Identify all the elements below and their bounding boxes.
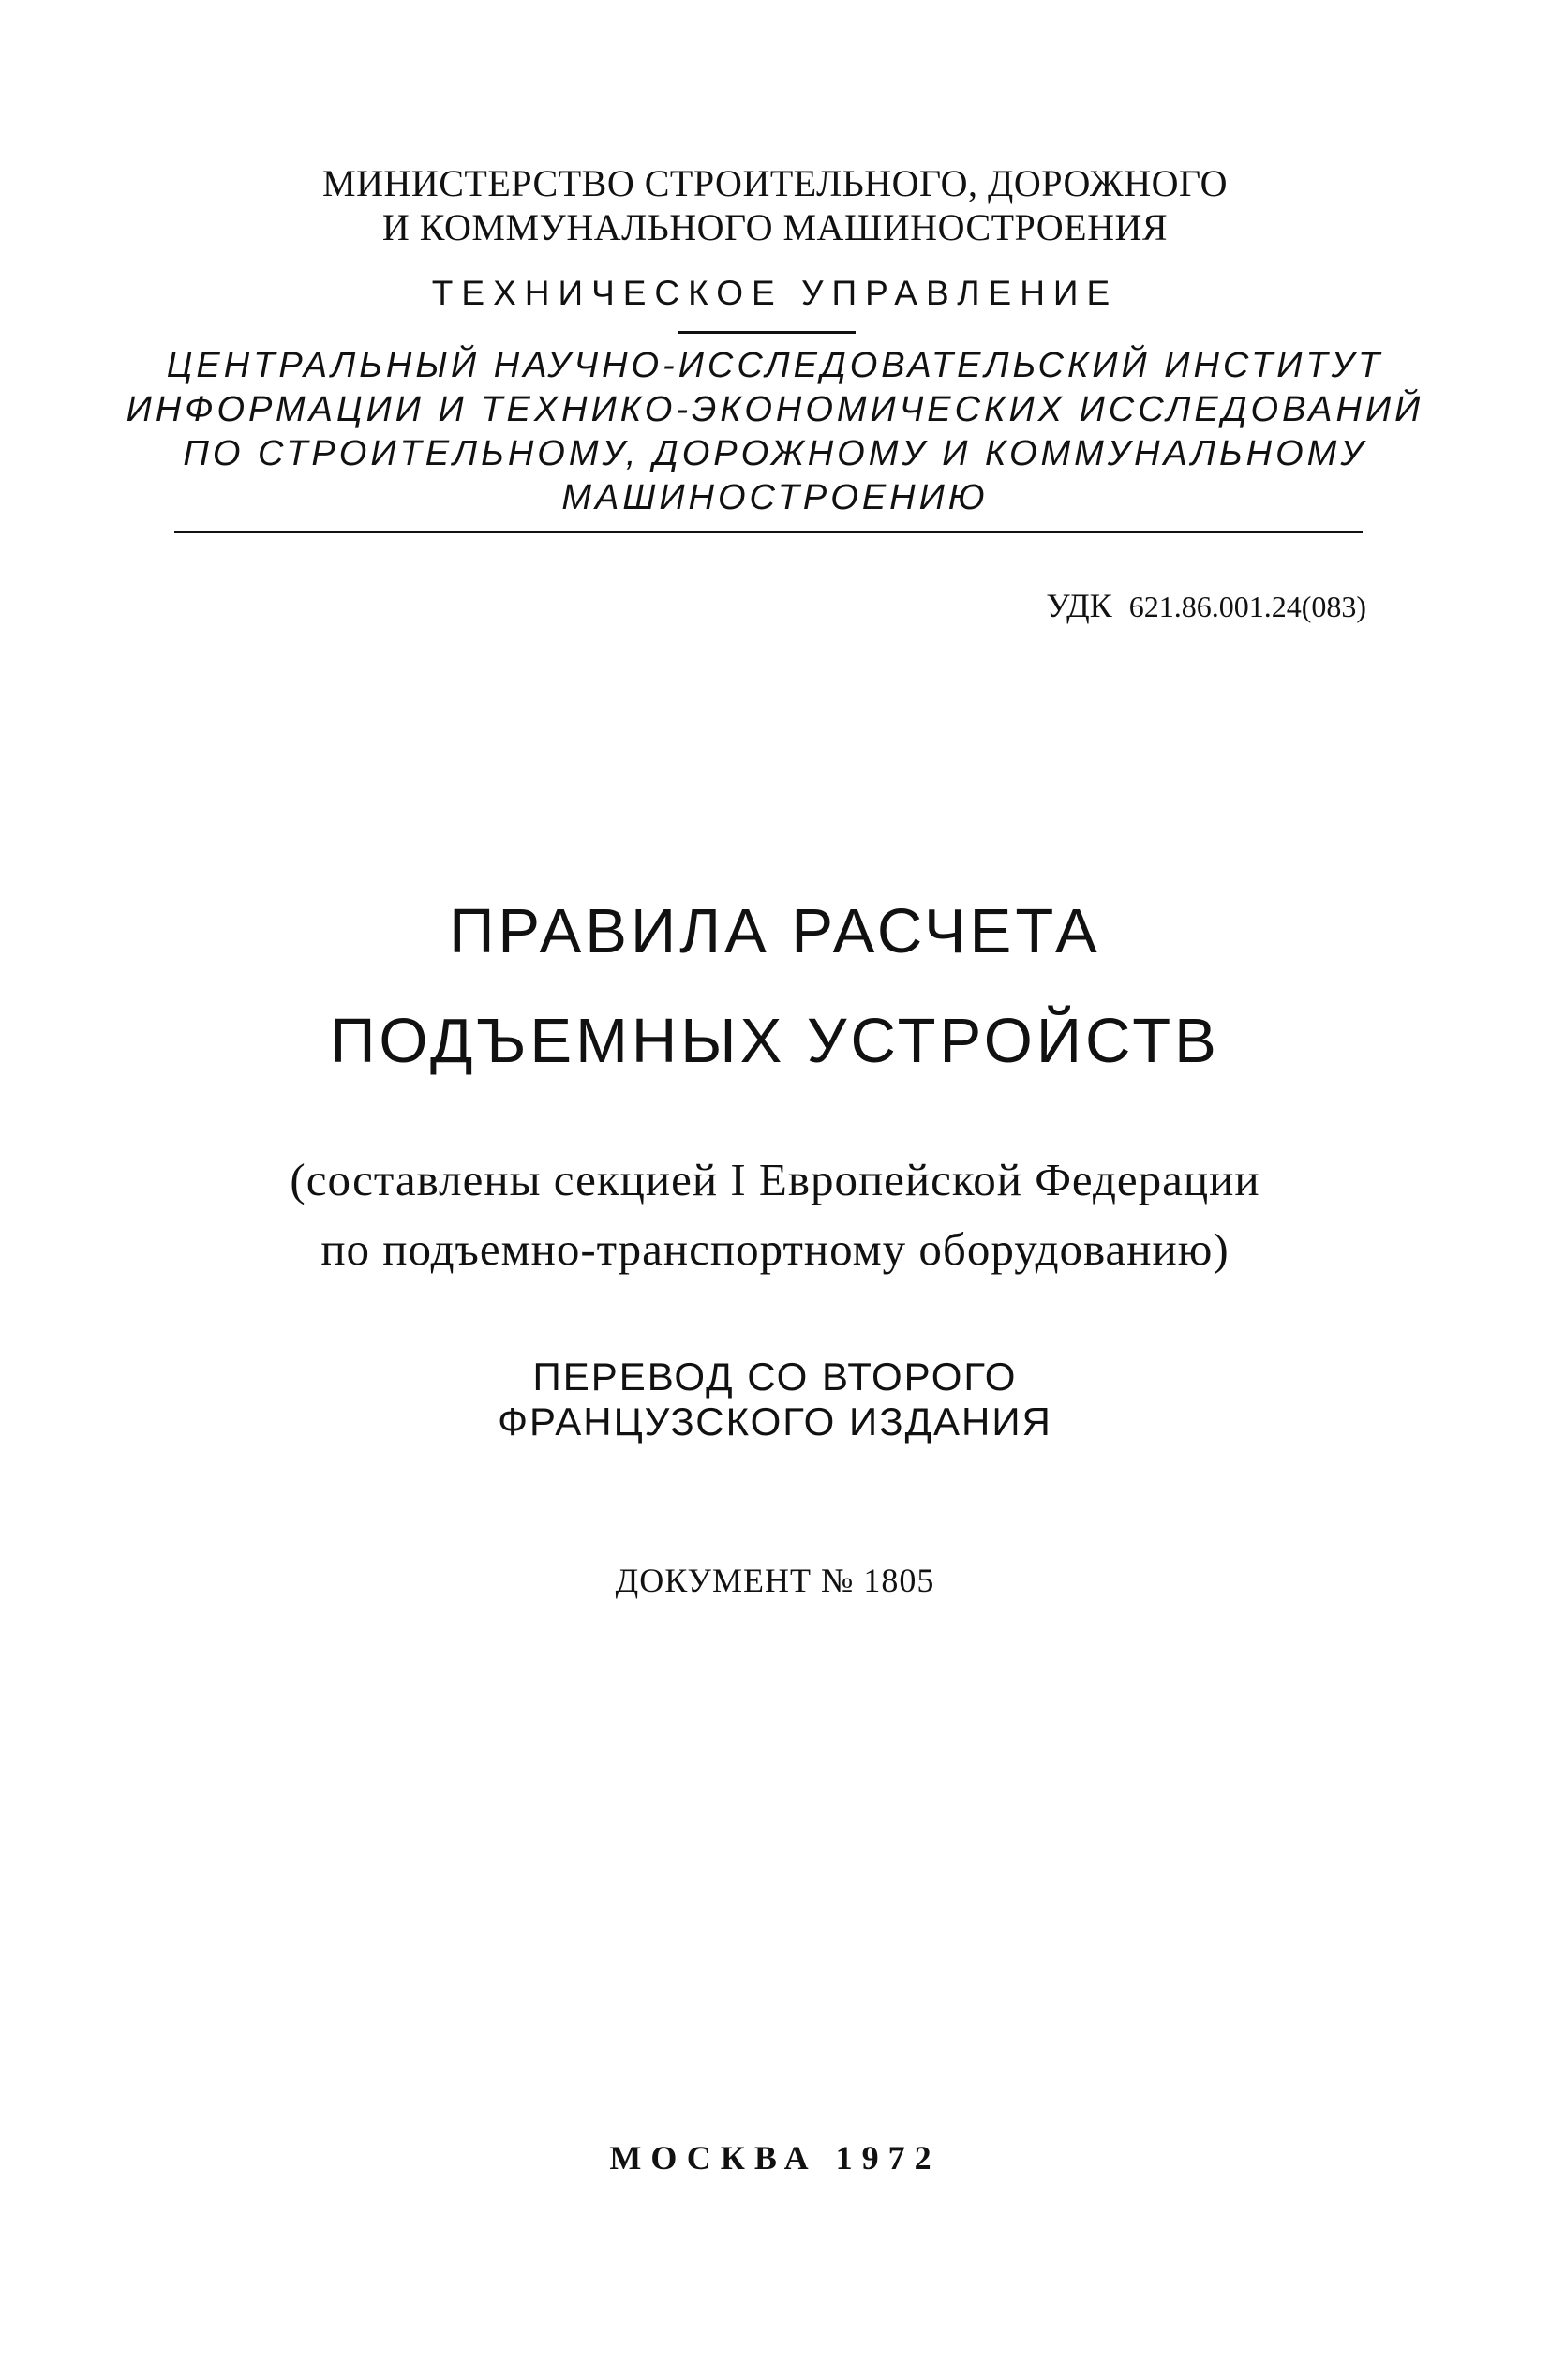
subtitle-line-2: по подъемно-транспортному оборудованию) bbox=[320, 1223, 1230, 1275]
udc-label: УДК bbox=[1046, 587, 1112, 624]
udc-code: 621.86.001.24(083) bbox=[1128, 590, 1366, 623]
ministry-name-line-2: И КОММУНАЛЬНОГО МАШИНОСТРОЕНИЯ bbox=[381, 206, 1169, 248]
department-name: ТЕХНИЧЕСКОЕ УПРАВЛЕНИЕ bbox=[431, 274, 1119, 312]
institute-name-line-1: ЦЕНТРАЛЬНЫЙ НАУЧНО-ИССЛЕДОВАТЕЛЬСКИЙ ИНСТИТУТ bbox=[166, 346, 1384, 385]
institute-name-line-2: ИНФОРМАЦИИ И ТЕХНИКО-ЭКОНОМИЧЕСКИХ ИССЛЕДОВАНИЙ bbox=[126, 390, 1424, 429]
document-title-line-1: ПРАВИЛА РАСЧЕТА bbox=[449, 896, 1101, 966]
divider-long bbox=[174, 531, 1363, 533]
document-title-line-2: ПОДЪЕМНЫХ УСТРОЙСТВ bbox=[330, 1006, 1220, 1076]
document-number: ДОКУМЕНТ № 1805 bbox=[615, 1562, 935, 1599]
institute-name-line-4: МАШИНОСТРОЕНИЮ bbox=[561, 478, 989, 517]
publication-city-year: МОСКВА 1972 bbox=[609, 2139, 941, 2177]
subtitle-line-1: (составлены секцией I Европейской Федерации bbox=[290, 1154, 1260, 1205]
institute-name-line-3: ПО СТРОИТЕЛЬНОМУ, ДОРОЖНОМУ И КОММУНАЛЬНОМУ bbox=[183, 434, 1367, 473]
divider-short bbox=[678, 331, 856, 334]
udc-classification bbox=[1046, 586, 1366, 625]
ministry-name-line-1: МИНИСТЕРСТВО СТРОИТЕЛЬНОГО, ДОРОЖНОГО bbox=[322, 162, 1228, 204]
translation-note-line-2: ФРАНЦУЗСКОГО ИЗДАНИЯ bbox=[498, 1400, 1052, 1444]
translation-note-line-1: ПЕРЕВОД СО ВТОРОГО bbox=[532, 1355, 1018, 1399]
